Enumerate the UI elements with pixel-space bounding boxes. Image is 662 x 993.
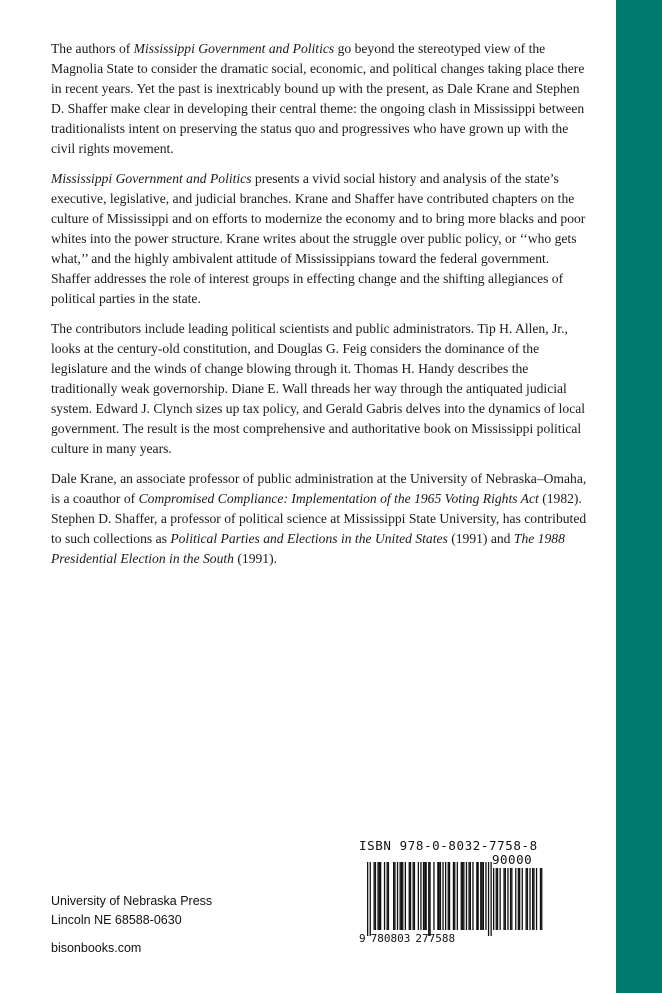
addon-bar (511, 868, 512, 930)
addon-bar (518, 868, 519, 930)
barcode-bar (402, 862, 403, 930)
barcode-bar (420, 862, 421, 930)
addon-bar (532, 868, 533, 930)
contributors-paragraph: The contributors include leading political scientists and public administrators. Tip H. Allen, Jr., looks at the century-old constitution, and Douglas G. Feig considers the dominance of the legislature and the winds of change blowing through it. Thomas H. Handy describes the traditionally weak governorship. Diane E. Wall threads her way through the antiquated judicial system. Edward J. Clynch sizes up tax policy, and Gerald Gabris delves into the dynamics of local government. The result is the most comprehensive and authoritative book on Mississippi political culture in many years. (51, 321, 586, 456)
barcode-bar (370, 862, 371, 936)
barcode-bar (379, 862, 380, 930)
isbn-label: ISBN 978-0-8032-7758-8 (359, 838, 538, 853)
addon-bar (540, 868, 541, 930)
ean-digits (359, 932, 455, 945)
publisher-address: Lincoln NE 68588-0630 (51, 913, 182, 927)
barcode-bar (472, 862, 473, 930)
ean-right-group: 277588 (415, 932, 456, 945)
publisher-name: University of Nebraska Press (51, 894, 213, 908)
barcode-bar (449, 862, 450, 930)
barcode-bar (433, 862, 434, 930)
addon-bar (522, 868, 523, 930)
barcode-bar (387, 862, 388, 930)
description-paragraph-2: Mississippi Government and Politics presents a vivid social history and analysis of the state’s executive, legislative, and judicial branches. Krane and Shaffer have contributed chapters on the culture of Mississippi and on efforts to modernize the economy and to bring more blacks and poor whites into the power structure. Krane writes about the struggle over public policy, or ‘‘who gets what,’’ and the highly ambivalent attitude of Mississippians toward the federal government. Shaffer addresses the role of interest groups in effecting change and the shifting allegiances of political parties in the state. (51, 171, 586, 306)
addon-bar (515, 868, 516, 930)
barcode-bar (485, 862, 486, 930)
barcode-bar (394, 862, 395, 930)
addon-bar (510, 868, 511, 930)
addon-bar (536, 868, 537, 930)
barcode-bar (405, 862, 406, 930)
barcode-bar (423, 862, 424, 930)
barcode-bar (462, 862, 463, 930)
publisher-imprint (51, 892, 212, 958)
barcode-bar (468, 862, 469, 930)
addon-bar (503, 868, 504, 930)
barcode-bar (491, 862, 492, 936)
barcode-bar (470, 862, 471, 930)
barcode-bar (439, 862, 440, 930)
barcode-bar (429, 862, 430, 936)
barcode-bar (483, 862, 484, 930)
barcode-bar (478, 862, 479, 930)
barcode-bar (409, 862, 410, 930)
barcode-bar (410, 862, 411, 930)
addon-bar (519, 868, 520, 930)
addon-bar (496, 868, 497, 930)
barcode-bar (445, 862, 446, 930)
barcode-bar (481, 862, 482, 930)
barcode-bar (388, 862, 389, 930)
addon-bar (529, 868, 530, 930)
addon-bar (527, 868, 528, 930)
barcode-bar (454, 862, 455, 930)
barcode-bar (442, 862, 443, 930)
addon-bar (507, 868, 508, 930)
publisher-website: bisonbooks.com (51, 941, 142, 955)
barcode-bar (384, 862, 385, 930)
addon-bar (497, 868, 498, 930)
barcode-bar (400, 862, 401, 930)
barcode-bar (375, 862, 376, 930)
barcode-bar (466, 862, 467, 930)
barcode-bar (418, 862, 419, 930)
barcode-bar (426, 862, 427, 930)
barcode-bar (463, 862, 464, 930)
barcode-bar (440, 862, 441, 930)
barcode-bar (374, 862, 375, 930)
barcode-bar (428, 862, 429, 936)
barcode-bar (367, 862, 368, 936)
barcode-bar (414, 862, 415, 930)
ean-first-digit: 9 (359, 932, 366, 945)
barcode-bar (437, 862, 438, 930)
isbn-barcode (359, 838, 547, 948)
barcode-bar (413, 862, 414, 930)
barcode-bar (476, 862, 477, 930)
addon-bar (500, 868, 501, 930)
barcode-bar (461, 862, 462, 930)
barcode-bar (488, 862, 489, 936)
barcode-bar (393, 862, 394, 930)
barcode-bar (397, 862, 398, 930)
ean-left-group: 780803 (370, 932, 411, 945)
description-paragraph-1: The authors of Mississippi Government and Politics go beyond the stereotyped view of the Magnolia State to consider the dramatic social, economic, and political changes taking place there in recent years. Yet the past is inextricably bound up with the present, as Dale Krane and Stephen D. Shaffer make clear in developing their central theme: the ongoing clash in Mississippi between traditionalists intent on preserving the status quo and progressives who have grown up with the civil rights movement. (51, 41, 585, 156)
barcode-bar (453, 862, 454, 930)
barcode-bar (424, 862, 425, 930)
addon-bar (526, 868, 527, 930)
addon-bar (493, 868, 494, 930)
barcode-bar (401, 862, 402, 930)
spine-color-band (616, 0, 662, 993)
barcode-bar (457, 862, 458, 930)
barcode-bar (480, 862, 481, 930)
addon-bar (541, 868, 542, 930)
price-addon-digits: 90000 (492, 852, 533, 867)
addon-bar (533, 868, 534, 930)
back-cover-copy (51, 39, 591, 579)
addon-bar (505, 868, 506, 930)
barcode-bar (380, 862, 381, 930)
author-bio-paragraph: Dale Krane, an associate professor of public administration at the University of Nebraska–Omaha, is a coauthor of Compromised Compliance: Implementation of the 1965 Voting Rights Act (1982). Stephen D. Shaffer, a professor of political science at Mississippi State University, has contributed to such collections as Political Parties and Elections in the United States (1991) and The 1988 Presidential Election in the South (1991). (51, 471, 587, 566)
barcode-bar (377, 862, 378, 930)
barcode-bar (448, 862, 449, 930)
